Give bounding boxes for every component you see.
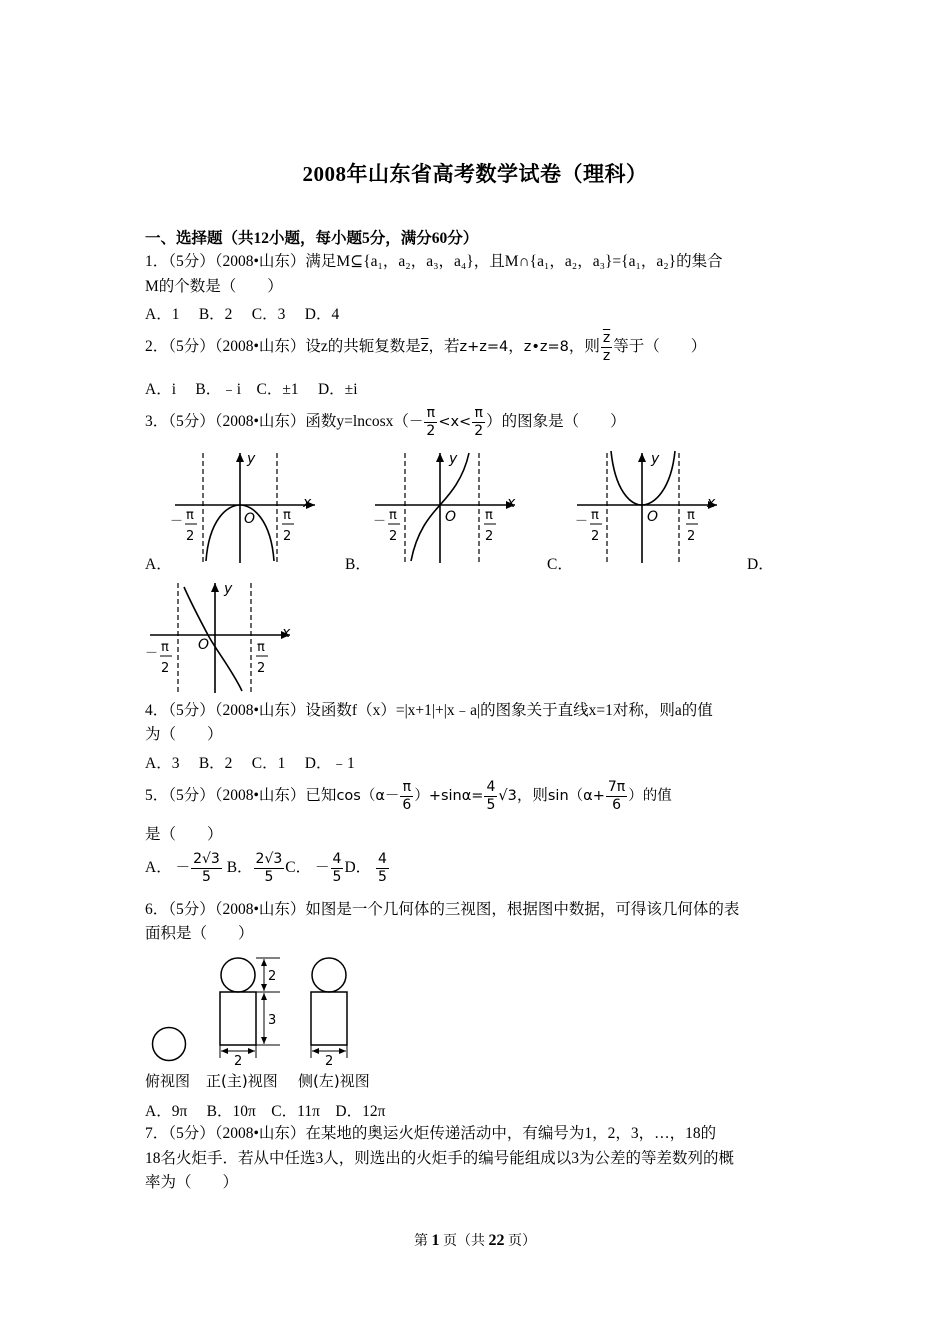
q2-mid2: ，则 — [568, 338, 600, 356]
graph-b-x-label: x — [507, 495, 516, 511]
graph-d-two-left: 2 — [161, 661, 170, 676]
graph-b-minus: － — [373, 514, 387, 529]
q5-opt-c-num: 4 — [332, 850, 342, 867]
q5-opt-b-num: 2√3 — [255, 850, 283, 867]
graph-a — [165, 445, 325, 570]
q5-frac-7pi6 — [606, 779, 627, 814]
q7-line2: 18名火炬手．若从中任选3人，则选出的火炬手的编号能组成以3为公差的等差数列的概 — [145, 1150, 735, 1167]
front-width: 2 — [234, 1054, 243, 1069]
q5-opt-b: B． — [226, 859, 253, 876]
graph-d-origin: O — [198, 637, 210, 653]
graph-b-two-left: 2 — [389, 529, 398, 544]
q3-suffix: ）的图象是（ ） — [486, 413, 626, 430]
q3-two-right: 2 — [474, 422, 484, 439]
q2-mid1: ，若 — [428, 338, 460, 356]
q5-line2: 是（ ） — [145, 826, 223, 843]
graph-c-two-right: 2 — [687, 529, 696, 544]
q5-opt-c-minus: － — [315, 860, 330, 876]
front-height-top: 2 — [268, 969, 277, 984]
side-view-caption: 侧(左)视图 — [298, 1072, 370, 1090]
q5-opt-b-frac — [254, 851, 285, 886]
graph-d-minus: － — [145, 646, 159, 661]
q3-pi-left: π — [424, 405, 437, 423]
footer-page-number: 1 — [431, 1232, 440, 1249]
q2-frac-den: z — [602, 348, 611, 364]
three-views-figure — [140, 950, 390, 1092]
q5-close: ）的值 — [628, 788, 672, 804]
graph-d-pi-left: π — [161, 640, 169, 655]
graph-c-origin: O — [647, 509, 659, 525]
graph-b-two-right: 2 — [485, 529, 494, 544]
side-width: 2 — [325, 1054, 334, 1069]
q5-opt-a-minus: － — [175, 860, 191, 876]
q3-two-left: 2 — [426, 422, 436, 439]
graph-b-y-label: y — [449, 451, 458, 467]
q5-opt-a-frac — [191, 851, 222, 886]
graph-d-y-label: y — [224, 581, 233, 597]
page-footer — [0, 1230, 950, 1250]
graph-a-two-left: 2 — [186, 529, 195, 544]
graph-b-origin: O — [445, 509, 457, 525]
q5-opt-d-den: 5 — [378, 868, 387, 885]
q3-frac-right — [472, 405, 485, 440]
q2-options: A．i B．﹣i C．±1 D．±i — [145, 381, 358, 398]
graph-c-y-label: y — [651, 451, 660, 467]
q5-plus-sin: ）+sinα= — [414, 788, 484, 804]
q2-prefix: 2．（5分）（2008•山东）设z的共轭复数是 — [145, 338, 421, 356]
top-view-caption: 俯视图 — [145, 1072, 191, 1090]
graph-a-minus: － — [170, 514, 184, 529]
q6-options: A．9π B．10π C．11π D．12π — [145, 1103, 386, 1120]
graph-b-pi-left: π — [389, 508, 397, 523]
graph-b — [365, 445, 525, 570]
q2-stem — [145, 330, 706, 365]
q2-frac-num: $\overline{z}$ — [602, 330, 611, 346]
q3-stem — [145, 404, 626, 440]
q5-opt-c-frac — [331, 851, 344, 886]
q2-eq1: z+z=4 — [459, 339, 509, 356]
q1-line2: M的个数是（ ） — [145, 278, 283, 295]
footer-post: 页） — [508, 1234, 536, 1249]
graph-c-pi-left: π — [591, 508, 599, 523]
q5-sin: sin（α+ — [547, 788, 605, 804]
q5-opt-c-den: 5 — [332, 868, 342, 885]
section-heading: 一、选择题（共12小题，每小题5分，满分60分） — [145, 230, 479, 247]
q5-options — [145, 848, 390, 888]
option-a-label: A． — [145, 556, 172, 573]
q5-opt-a-den: 5 — [201, 868, 211, 885]
q5-prefix: 5．（5分）（2008•山东）已知 — [145, 787, 337, 804]
footer-total-pages: 22 — [488, 1232, 505, 1249]
footer-mid: 页（共 — [443, 1234, 485, 1249]
q5-frac-pi6 — [400, 779, 413, 814]
page-title: 2008年山东省高考数学试卷（理科） — [302, 162, 648, 186]
q2-fraction — [601, 330, 612, 365]
graph-c-pi-right: π — [687, 508, 695, 523]
q5-five: 5 — [486, 796, 496, 813]
q5-stem — [145, 776, 672, 816]
graph-b-pi-right: π — [485, 508, 493, 523]
q6-line2: 面积是（ ） — [145, 925, 254, 942]
q1-options: A．1 B．2 C．3 D．4 — [145, 306, 340, 323]
q2-suffix: 等于（ ） — [613, 338, 707, 356]
graph-d-two-right: 2 — [257, 661, 266, 676]
graph-a-two-right: 2 — [283, 529, 292, 544]
q3-pi-right: π — [472, 405, 485, 423]
q5-pi: π — [400, 779, 413, 797]
q7-line1: 7．（5分）（2008•山东）在某地的奥运火炬传递活动中，有编号为1，2，3，…，18的 — [145, 1125, 717, 1142]
graph-c — [567, 445, 727, 570]
graph-a-x-label: x — [303, 495, 312, 511]
q3-prefix: 3．（5分）（2008•山东）函数y=lncosx（ — [145, 413, 409, 430]
footer-pre: 第 — [414, 1234, 428, 1249]
q5-six: 6 — [402, 796, 412, 813]
graph-d-pi-right: π — [257, 640, 265, 655]
q5-seven-pi: 7π — [607, 778, 626, 795]
front-height-bottom: 3 — [268, 1013, 277, 1028]
q5-root3: √3 — [498, 788, 517, 804]
graph-a-origin: O — [244, 511, 256, 527]
q4-line1: 4．（5分）（2008•山东）设函数f（x）=|x+1|+|x﹣a|的图象关于直线x=1对称，则a的值 — [145, 702, 713, 719]
q3-neg: － — [408, 414, 424, 430]
q5-opt-d: D． — [344, 859, 372, 876]
q4-line2: 为（ ） — [145, 726, 223, 743]
front-view-caption: 正(主)视图 — [206, 1072, 278, 1090]
q5-frac-45 — [484, 779, 497, 814]
q5-opt-a-num: 2√3 — [193, 850, 220, 867]
q5-opt-b-den: 5 — [264, 868, 274, 885]
q5-opt-d-frac — [376, 851, 389, 886]
graph-c-minus: － — [575, 514, 589, 529]
q2-eq2: z•z=8 — [523, 339, 569, 356]
graph-d — [140, 575, 300, 700]
graph-d-x-label: x — [282, 625, 291, 641]
option-b-label: B． — [345, 556, 371, 573]
q6-line1: 6．（5分）（2008•山东）如图是一个几何体的三视图，根据图中数据，可得该几何体的表 — [145, 901, 740, 918]
option-d-label: D． — [747, 556, 774, 573]
graph-c-x-label: x — [707, 495, 716, 511]
q2-zbar: $\overline{z}$ — [420, 339, 429, 356]
q3-frac-left — [424, 405, 437, 440]
q5-four: 4 — [486, 778, 496, 795]
q5-six-b: 6 — [612, 796, 621, 813]
graph-a-pi-left: π — [186, 508, 194, 523]
q5-opt-a: A． — [145, 859, 172, 876]
q2-sep: ， — [508, 338, 524, 356]
q5-then: ，则 — [516, 787, 548, 804]
q4-options: A．3 B．2 C．1 D．﹣1 — [145, 755, 355, 772]
graph-a-pi-right: π — [283, 508, 291, 523]
q5-opt-c: C． — [285, 859, 312, 876]
graph-a-y-label: y — [247, 451, 256, 467]
graph-c-two-left: 2 — [591, 529, 600, 544]
q7-line3: 率为（ ） — [145, 1174, 239, 1191]
option-c-label: C． — [547, 556, 573, 573]
q5-opt-d-num: 4 — [378, 850, 387, 867]
q5-cos: cos（α－ — [336, 788, 400, 804]
q1-line1: 1．（5分）（2008•山东）满足M⊆{a₁，a₂，a₃，a₄}，且M∩{a₁，a₂，a₃}={a₁，a₂}的集合 — [145, 253, 723, 270]
q3-lt: <x< — [438, 414, 472, 430]
